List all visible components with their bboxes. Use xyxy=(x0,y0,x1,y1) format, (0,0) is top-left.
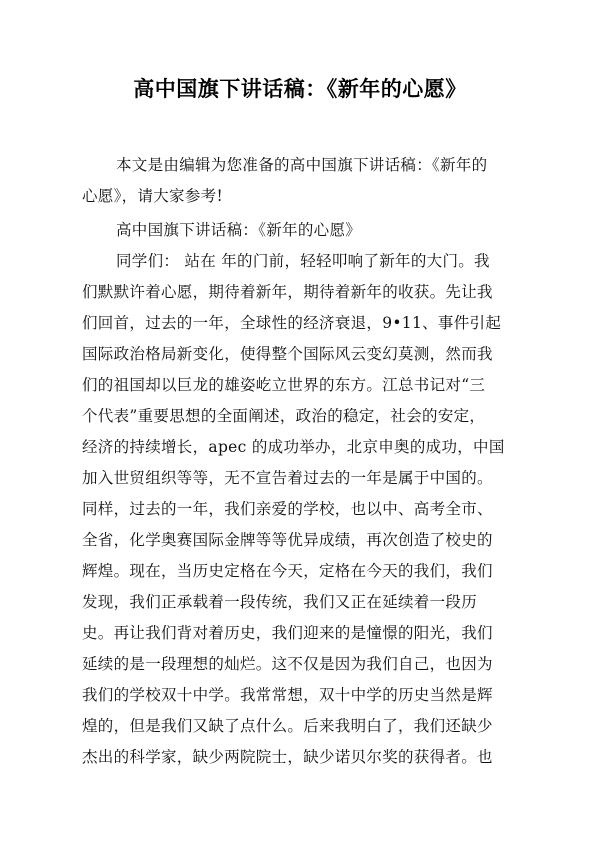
speech-line: 加入世贸组织等等，无不宣告着过去的一年是属于中国的。 xyxy=(82,469,493,487)
intro-line: 本文是由编辑为您准备的高中国旗下讲话稿：《新年的 xyxy=(116,156,488,174)
intro-line: 心愿》，请大家参考! xyxy=(82,187,223,205)
speech-line: 个代表”重要思想的全面阐述，政治的稳定，社会的安定， xyxy=(82,407,486,425)
document-body xyxy=(82,150,522,773)
subheading: 高中国旗下讲话稿：《新年的心愿》 xyxy=(116,221,362,239)
speech-line: 们回首，过去的一年，全球性的经济衰退，9•11、事件引起 xyxy=(82,314,502,332)
speech-line: 全省，化学奥赛国际金牌等等优异成绩，再次创造了校史的 xyxy=(82,531,493,549)
speech-line: 同学们： 站在 年的门前，轻轻叩响了新年的大门。我 xyxy=(116,252,490,270)
speech-line: 同样，过去的一年，我们亲爱的学校，也以中、高考全市、 xyxy=(82,500,493,518)
speech-line: 辉煌。现在，当历史定格在今天，定格在今天的我们，我们 xyxy=(82,562,493,580)
speech-line: 我们的学校双十中学。我常常想，双十中学的历史当然是辉 xyxy=(82,686,493,704)
document-title: 高中国旗下讲话稿：《新年的心愿》 xyxy=(133,77,467,101)
speech-line: 史。再让我们背对着历史，我们迎来的是憧憬的阳光，我们 xyxy=(82,624,493,642)
speech-line: 延续的是一段理想的灿烂。这不仅是因为我们自己，也因为 xyxy=(82,655,493,673)
speech-line: 经济的持续增长，apec 的成功举办，北京申奥的成功，中国 xyxy=(82,438,505,456)
speech-line: 们默默许着心愿，期待着新年，期待着新年的收获。先让我 xyxy=(82,283,493,301)
speech-line: 发现，我们正承载着一段传统，我们又正在延续着一段历 xyxy=(82,593,478,611)
speech-line: 杰出的科学家，缺少两院院士，缺少诺贝尔奖的获得者。也 xyxy=(82,748,493,766)
speech-line: 们的祖国却以巨龙的雄姿屹立世界的东方。江总书记对“三 xyxy=(82,376,486,394)
speech-line: 煌的，但是我们又缺了点什么。后来我明白了，我们还缺少 xyxy=(82,717,493,735)
speech-line: 国际政治格局新变化，使得整个国际风云变幻莫测，然而我 xyxy=(82,345,493,363)
